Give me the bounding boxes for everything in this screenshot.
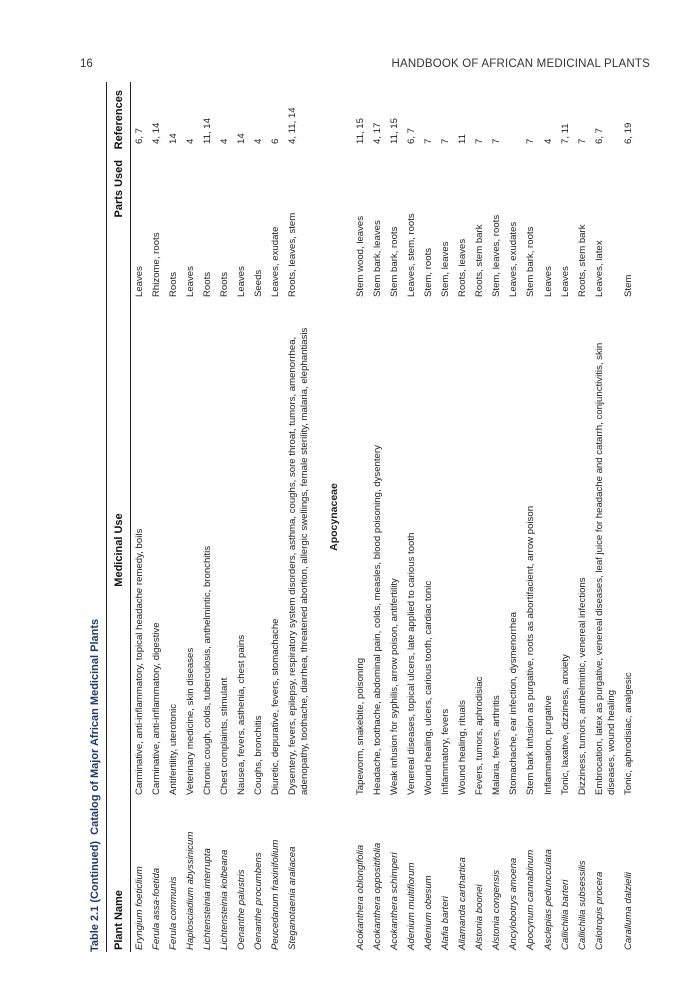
parts-used-cell: Leaves, exudates	[508, 221, 520, 297]
plant-name-cell: Peucedanum fraxinifolium	[270, 839, 282, 950]
medicinal-use-cell: Wound healing, rituals	[457, 700, 469, 795]
table-row	[455, 82, 472, 952]
references-cell: 6, 7	[405, 127, 417, 144]
plant-name-cell: Callichilia subsessilis	[576, 860, 588, 950]
table-row	[182, 82, 199, 952]
medicinal-use-cell: Venereal diseases, topical ulcers, late applied to carious tooth	[405, 532, 417, 795]
references-cell: 4	[184, 138, 196, 144]
parts-used-cell: Leaves, stem, roots	[405, 213, 417, 297]
plant-name-cell: Apocynum cannabinum	[525, 849, 537, 950]
parts-used-cell: Rhizome, roots	[150, 232, 162, 297]
references-cell: 4	[542, 138, 554, 144]
medicinal-use-cell: Weak infusion for syphilis, arrow poison, antifertility	[388, 578, 400, 795]
plant-name-cell: Alafia barteri	[440, 896, 451, 950]
header-parts-used: Parts Used	[112, 160, 125, 218]
plant-name-cell: Callichilia barteri	[559, 879, 571, 950]
parts-used-cell: Stem wood, leaves	[354, 215, 366, 297]
references-cell: 7	[525, 138, 537, 144]
medicinal-use-cell: Dizziness, tumors, anthelmintic, venereal infections	[576, 577, 588, 795]
references-cell: 11, 14	[201, 118, 213, 144]
table-row	[591, 82, 620, 952]
references-cell: 4, 17	[371, 122, 383, 144]
parts-used-cell: Stem bark, leaves	[371, 220, 383, 297]
table-row	[574, 82, 591, 952]
plant-name-cell: Oenanthe palustris	[236, 869, 248, 950]
references-cell: 6, 19	[623, 122, 635, 144]
medicinal-use-cell: Tonic, aphrodisiac, analgesic	[623, 672, 635, 795]
medicinal-use-cell: Dysentery, fevers, epilepsy, respiratory system disorders, asthma, coughs, sore throat, tumors, amenorrhea, adenopathy, toothache, diarrhea, threatened abortion, allergic swellings, female sterility, malaria, elephantiasis	[287, 327, 311, 795]
references-cell: 11	[457, 134, 469, 144]
table-row	[540, 82, 557, 952]
plant-name-cell: Adenium obesum	[422, 875, 434, 950]
parts-used-cell: Roots, leaves	[457, 238, 469, 297]
medicinal-use-cell: Antifertility, uterotonic	[167, 704, 179, 795]
table-row	[386, 82, 403, 952]
references-cell: 4, 14	[150, 122, 162, 144]
plant-name-cell: Acokanthera schimperi	[388, 852, 400, 950]
parts-used-cell: Stem bark, roots	[388, 226, 400, 297]
table-row	[403, 82, 420, 952]
table-row	[199, 82, 216, 952]
parts-used-cell: Stem bark, roots	[525, 226, 537, 297]
references-cell: 6, 7	[593, 127, 605, 144]
plant-name-cell: Ferula assa-foetida	[150, 867, 162, 950]
references-cell: 11, 15	[354, 118, 366, 144]
table-row	[285, 82, 314, 952]
table-row	[165, 82, 182, 952]
medicinal-use-cell: Stem bark infusion as purgative, roots as abortifacient, arrow poison	[525, 505, 537, 795]
plant-name-cell: Oenanthe procumbens	[253, 852, 265, 950]
parts-used-cell: Roots, leaves, stem	[287, 212, 299, 297]
plant-name-cell: Acokanthera oppositifolia	[371, 842, 383, 950]
parts-used-cell: Roots, stem bark	[576, 224, 588, 297]
parts-used-cell: Stem, roots	[422, 247, 434, 297]
medicinal-use-cell: Tapeworm, snakebite, poisoning	[354, 657, 366, 795]
plant-name-cell: Allamanda carthartica	[457, 857, 469, 950]
references-cell: 7	[491, 138, 503, 144]
references-cell: 6	[270, 138, 282, 144]
medicinal-use-cell: Inflammation, purgative	[542, 695, 554, 795]
medicinal-use-cell: Stomachache, ear infection, dysmenorrhea	[508, 612, 520, 795]
parts-used-cell: Stem, leaves, roots	[491, 214, 503, 297]
plant-name-cell: Caralluma dalzielii	[623, 872, 635, 950]
plant-name-cell: Lichtensteinia kolbeana	[218, 849, 230, 950]
references-cell: 14	[167, 133, 179, 144]
references-cell: 7	[576, 138, 588, 144]
page-number: 16	[80, 58, 93, 70]
references-cell: 14	[236, 133, 248, 144]
family-heading: Apocynaceae	[328, 483, 341, 551]
plant-name-cell: Alstonia boonei	[474, 884, 486, 950]
parts-used-cell: Roots	[167, 271, 179, 297]
parts-used-cell: Leaves, latex	[593, 240, 605, 297]
references-cell: 7	[440, 138, 451, 144]
table-row	[438, 82, 455, 952]
medicinal-use-cell: Coughs, bronchitis	[253, 715, 265, 795]
parts-used-cell: Seeds	[253, 269, 265, 297]
medicinal-use-cell: Chest complaints, stimulant	[218, 677, 230, 795]
references-cell: 11, 15	[388, 118, 400, 144]
parts-used-cell: Leaves	[184, 266, 196, 297]
running-header: HANDBOOK OF AFRICAN MEDICINAL PLANTS	[391, 58, 650, 70]
parts-used-cell: Leaves, exudate	[270, 226, 282, 297]
references-cell: 7	[422, 138, 434, 144]
table-row	[621, 82, 638, 952]
parts-used-cell: Stem	[623, 274, 635, 297]
table-caption	[84, 82, 106, 952]
table-row	[131, 82, 148, 952]
medicinal-use-cell: Headache, toothache, abdominal pain, colds, measles, blood poisoning, dysentery	[371, 445, 383, 795]
parts-used-cell: Stem, leaves	[440, 241, 451, 297]
group-apocynaceae-rows	[352, 82, 638, 952]
references-cell: 4	[218, 138, 230, 144]
parts-used-cell: Roots, stem bark	[474, 224, 486, 297]
plant-name-cell: Acokanthera oblongifolia	[354, 844, 366, 950]
medicinal-use-cell: Carminative, anti-inflammatory, topical headache remedy, boils	[133, 528, 145, 795]
table-row	[420, 82, 437, 952]
medicinal-use-cell: Carminative, anti-inflammatory, digestive	[150, 622, 162, 795]
medicinal-use-cell: Wound healing, ulcers, carious tooth, cardiac tonic	[422, 580, 434, 795]
plant-name-cell: Eryngium foeticlium	[133, 866, 145, 950]
table-row	[216, 82, 233, 952]
medicinal-use-cell: Veterinary medicine, skin diseases	[184, 647, 196, 795]
header-medicinal-use: Medicinal Use	[112, 513, 125, 587]
table-header	[107, 82, 130, 952]
parts-used-cell: Roots	[218, 271, 230, 297]
group-apiaceae-rows	[131, 82, 314, 952]
table-row	[472, 82, 489, 952]
parts-used-cell: Leaves	[542, 266, 554, 297]
table-row	[234, 82, 251, 952]
plant-name-cell: Ancylobotrys amoena	[508, 857, 520, 950]
plant-name-cell: Asclepias peduncculata	[542, 849, 554, 950]
references-cell	[508, 90, 520, 160]
references-cell: 4	[253, 138, 265, 144]
plant-name-cell: Alstonia congensis	[491, 870, 503, 950]
plants-table	[84, 82, 644, 952]
table-row	[268, 82, 285, 952]
medicinal-use-cell: Fevers, tumors, aphrodisiac	[474, 676, 486, 795]
plant-name-cell: Adenium multiflorum	[405, 862, 417, 950]
plant-name-cell: Haplosciadium abyssinicum	[184, 831, 196, 950]
parts-used-cell: Leaves	[236, 266, 248, 297]
plant-name-cell: Lichtensteinia interrupta	[201, 848, 213, 950]
header-references: References	[112, 90, 125, 150]
medicinal-use-cell: Nausea, fevers, asthenia, chest pains	[236, 635, 248, 795]
table-row	[369, 82, 386, 952]
parts-used-cell: Leaves	[133, 266, 145, 297]
table-row	[352, 82, 369, 952]
medicinal-use-cell: Inflammatory, fevers	[440, 708, 451, 795]
medicinal-use-cell: Diuretic, depurative, fevers, stomachache	[270, 618, 282, 795]
plant-name-cell: Steganotaenia araliacea	[287, 846, 299, 950]
references-cell: 7, 11	[559, 123, 571, 144]
references-cell: 7	[474, 138, 486, 144]
medicinal-use-cell: Tonic, laxative, dizziness, anxiety	[559, 654, 571, 795]
table-row	[557, 82, 574, 952]
table-row	[148, 82, 165, 952]
parts-used-cell: Roots	[201, 271, 213, 297]
header-plant-name: Plant Name	[112, 890, 125, 950]
caption-title: Catalog of Major African Medicinal Plants	[89, 618, 101, 835]
table-row	[251, 82, 268, 952]
caption-label: Table 2.1 (Continued)	[89, 840, 101, 952]
parts-used-cell: Leaves	[559, 266, 571, 297]
plant-name-cell: Calotropis procera	[593, 871, 605, 950]
medicinal-use-cell: Chronic cough, colds, tuberculosis, anthelmintic, bronchitis	[201, 545, 213, 795]
references-cell: 6, 7	[133, 127, 145, 144]
table-row	[523, 82, 540, 952]
table-row	[506, 82, 523, 952]
references-cell: 4, 11, 14	[287, 107, 299, 144]
plant-name-cell: Ferula communis	[167, 876, 179, 950]
medicinal-use-cell: Malaria, fevers, arthritis	[491, 695, 503, 795]
table-row	[489, 82, 506, 952]
medicinal-use-cell: Embrocation, latex as purgative, venereal diseases, leaf juice for headache and catarrh, conjunctivitis, skin diseases, wound healing	[593, 342, 617, 795]
